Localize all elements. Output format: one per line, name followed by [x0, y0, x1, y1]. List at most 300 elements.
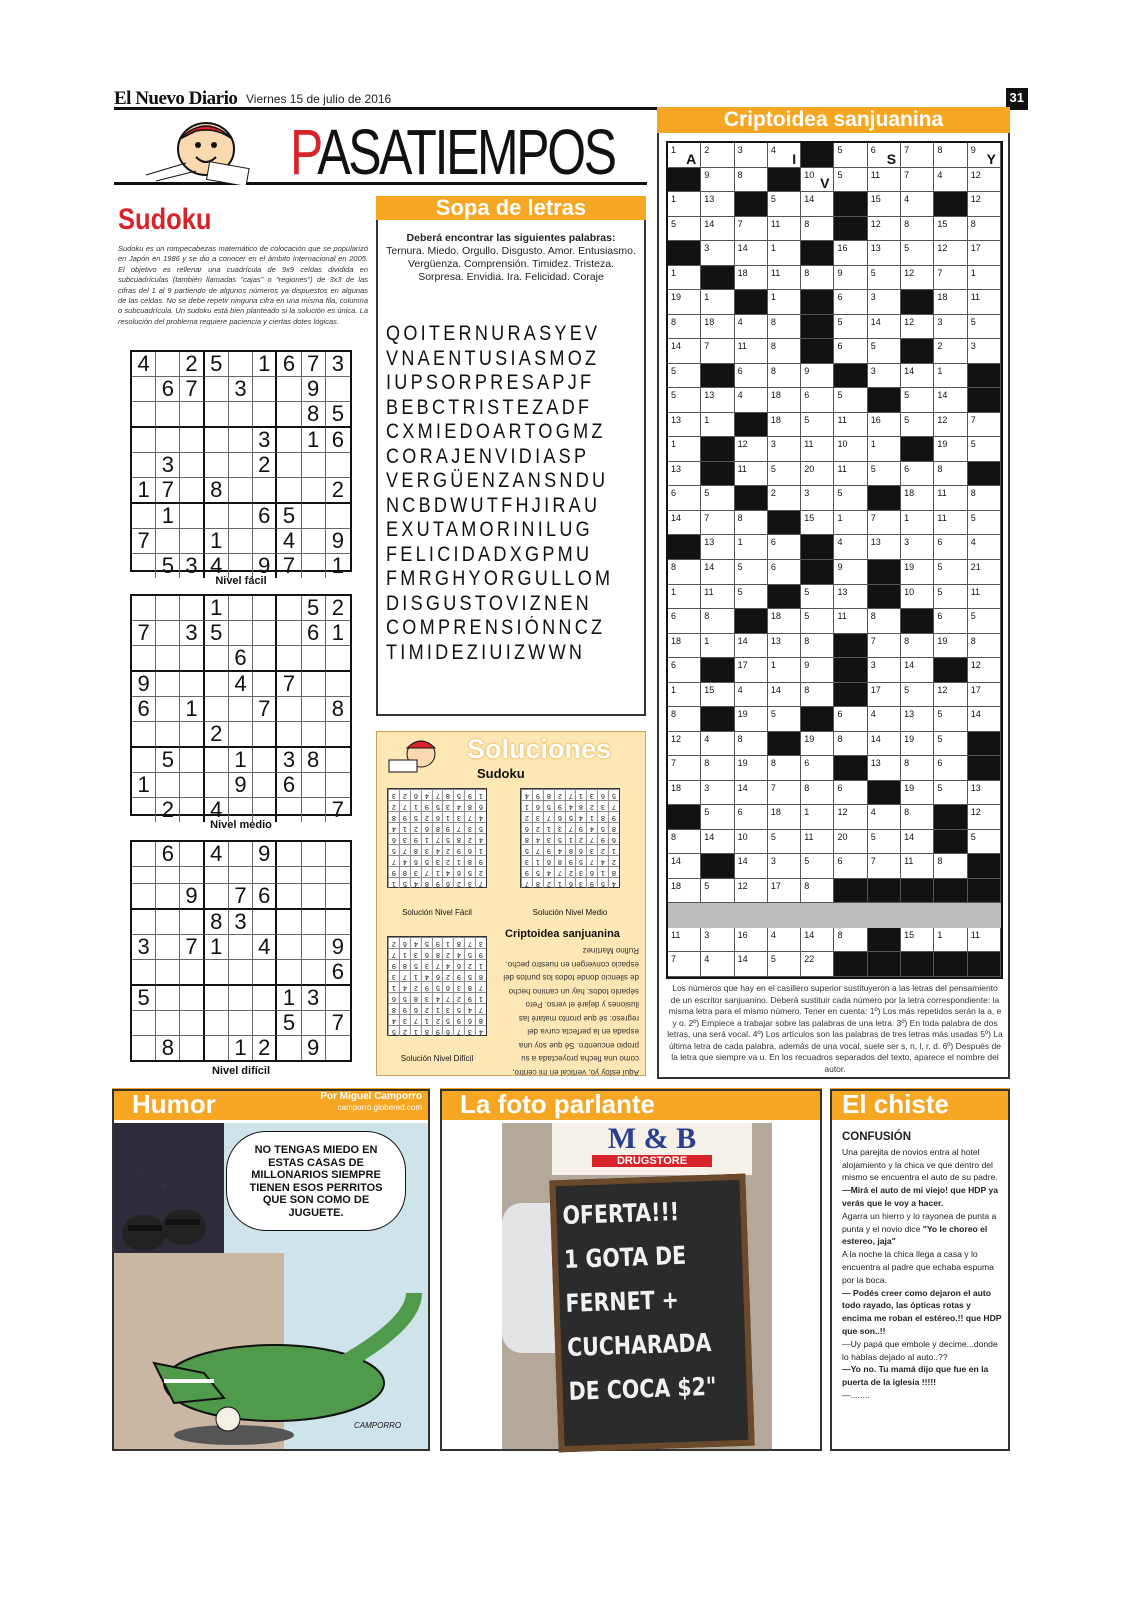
sudoku-easy-grid: [130, 350, 352, 578]
word-search-row: CXMIEDOARTOGMZ: [386, 420, 606, 443]
cripto-cell: [901, 879, 934, 904]
cripto-cell: 5: [834, 486, 867, 511]
cripto-cell: 8: [701, 756, 734, 781]
cripto-cell: 5: [668, 388, 701, 413]
cripto-cell: 18: [668, 634, 701, 659]
cripto-cell: 20: [834, 830, 867, 855]
cripto-cell: 8: [768, 364, 801, 389]
sudoku-cell: [156, 884, 180, 910]
cripto-cell: [834, 903, 867, 928]
sudoku-cell: 6: [326, 428, 350, 453]
cripto-cell: 8: [668, 315, 701, 340]
solution-cell: 9: [432, 937, 443, 948]
solution-cell: 7: [521, 877, 532, 888]
sudoku-cell: [302, 842, 326, 867]
sudoku-cell: 8: [302, 748, 326, 773]
solution-cell: 5: [421, 855, 432, 866]
cripto-cell: [735, 192, 768, 217]
sudoku-cell: 4: [205, 554, 229, 578]
solution-cell: 6: [586, 866, 597, 877]
solution-cell: 4: [432, 992, 443, 1003]
cripto-cell: 19: [735, 756, 768, 781]
word-search-row: BEBCTRISTEZADF: [386, 395, 593, 419]
cripto-header: Criptoidea sanjuanina: [657, 107, 1010, 133]
solution-cell: 1: [475, 844, 486, 855]
solution-cell: 6: [442, 981, 453, 992]
solution-cell: 8: [464, 800, 475, 811]
solution-cell: 5: [399, 992, 410, 1003]
sudoku-cell: [229, 722, 253, 748]
solution-cell: 9: [453, 844, 464, 855]
cripto-cell: 5: [834, 168, 867, 193]
cripto-cell: 6: [668, 486, 701, 511]
cripto-cell: 8: [768, 339, 801, 364]
sudoku-cell: [326, 722, 350, 748]
sudoku-cell: 5: [205, 352, 229, 377]
cripto-cell: 3: [701, 241, 734, 266]
cripto-cell: 3: [701, 781, 734, 806]
cripto-cell: 7: [868, 854, 901, 879]
cripto-cell: 4: [735, 388, 768, 413]
sudoku-cell: [156, 621, 180, 646]
solution-cell: 5: [388, 1025, 399, 1036]
cripto-cell: 14: [934, 388, 967, 413]
cripto-cell: 12: [934, 413, 967, 438]
sudoku-cell: 6: [156, 842, 180, 867]
chiste-heading: CONFUSIÓN: [842, 1131, 911, 1143]
solution-cell: 5: [453, 1003, 464, 1014]
board-line: OFERTA!!!: [562, 1197, 680, 1231]
solution-cell: 1: [565, 833, 576, 844]
cripto-cell: 9: [801, 364, 834, 389]
cripto-letter: V: [820, 175, 830, 192]
cripto-cell: 6: [834, 290, 867, 315]
newspaper-logo: El Nuevo Diario: [114, 88, 238, 109]
cripto-cell: 13: [668, 462, 701, 487]
sudoku-cell: 1: [229, 748, 253, 773]
solution-cell: 8: [410, 992, 421, 1003]
sudoku-cell: [180, 960, 204, 986]
cripto-cell: 4: [701, 732, 734, 757]
cripto-cell: 11: [968, 585, 1001, 610]
solution-cell: 7: [554, 866, 565, 877]
chiste-body: [842, 1131, 1002, 1402]
sudoku-cell: 6: [277, 352, 301, 377]
sudoku-cell: [156, 935, 180, 960]
cripto-cell: 6: [834, 854, 867, 879]
sudoku-cell: [156, 986, 180, 1011]
cripto-cell: 5: [934, 560, 967, 585]
cripto-cell: 17: [868, 683, 901, 708]
cripto-cell: 14: [868, 315, 901, 340]
cripto-cell: [901, 339, 934, 364]
cripto-cell: 7: [668, 952, 701, 977]
solution-cell: 3: [586, 844, 597, 855]
cripto-cell: 17: [968, 241, 1001, 266]
sudoku-cell: [277, 402, 301, 428]
solution-cell: 1: [475, 789, 486, 800]
cripto-cell: 14: [901, 658, 934, 683]
cripto-cell: 12: [668, 732, 701, 757]
cripto-cell: 13: [834, 585, 867, 610]
solution-cell: 2: [421, 1003, 432, 1014]
sudoku-cell: [302, 504, 326, 529]
solution-cell: 5: [475, 822, 486, 833]
solution-cell: 6: [464, 844, 475, 855]
cripto-cell: 17: [768, 879, 801, 904]
cripto-cell: 9: [801, 658, 834, 683]
sudoku-cell: [132, 842, 156, 867]
sudoku-cell: [277, 596, 301, 621]
sudoku-cell: 7: [229, 884, 253, 910]
sudoku-cell: [302, 646, 326, 672]
sudoku-cell: [205, 453, 229, 478]
cripto-cell: [868, 585, 901, 610]
sudoku-cell: 7: [331, 797, 344, 822]
cripto-cell: 5: [901, 388, 934, 413]
solution-cell: 6: [575, 844, 586, 855]
solution-cell: 6: [532, 800, 543, 811]
sudoku-cell: [326, 377, 350, 402]
cripto-letter: Y: [986, 150, 996, 167]
cripto-cell: 8: [834, 928, 867, 953]
solution-cell: 6: [432, 970, 443, 981]
cripto-instructions: Los números que hay en el casillero superior sustituyeron a las letras del pensamiento de un escritor sanjuanino. Deberá sustituir cada número por la letra correspondiente: la misma letra para el mismo número. Tener en cuenta: 1º) Los más repetidos serán la a, e y o. 2º) Empiece a trabajar sobre las palabras de una letra. 3º) En toda palabra de dos letras, una será vocal. 4º) Los artículos son las palabras de tres letras más usadas 5º) La última letra de cada palabra, además de una vocal, suele ser s, n, l, r, d. 6º) Después de la letra que siempre va u. En los recuadros separados del texto, aparece el nombre del autor.: [667, 983, 1003, 1074]
solution-cell: 8: [608, 866, 619, 877]
sudoku-cell: 6: [253, 504, 277, 529]
sudoku-cell: 5: [205, 621, 229, 646]
sudoku-cell: 8: [302, 402, 326, 428]
sudoku-cell: [229, 504, 253, 529]
cripto-cell: 14: [701, 560, 734, 585]
cripto-cell: [701, 364, 734, 389]
cripto-cell: 8: [801, 781, 834, 806]
cripto-cell: [968, 364, 1001, 389]
cripto-cell: [834, 658, 867, 683]
sudoku-cell: [180, 773, 204, 798]
cripto-cell: [901, 952, 934, 977]
solution-cell: 6: [410, 1003, 421, 1014]
cripto-cell: 18: [701, 315, 734, 340]
sudoku-cell: 8: [156, 1036, 180, 1060]
cripto-cell: 18: [934, 290, 967, 315]
cripto-cell: 11: [801, 830, 834, 855]
solution-cell: 2: [388, 800, 399, 811]
cripto-cell: 11: [868, 168, 901, 193]
cripto-cell: [834, 683, 867, 708]
solution-cell: 6: [432, 811, 443, 822]
sudoku-cell: [326, 910, 350, 935]
solution-cell: 1: [399, 822, 410, 833]
cripto-cell: 1: [934, 364, 967, 389]
cripto-cell: [834, 756, 867, 781]
cripto-cell: 4: [735, 683, 768, 708]
solution-cell: 7: [432, 833, 443, 844]
cripto-cell: [901, 437, 934, 462]
cripto-cell: 4: [934, 168, 967, 193]
cripto-cell: 4: [735, 315, 768, 340]
board-line: 1 GOTA DE: [563, 1240, 687, 1275]
sudoku-cell: [326, 884, 350, 910]
solution-cell: 8: [475, 1014, 486, 1025]
sudoku-cell: [229, 478, 253, 504]
solution-cell: 8: [575, 800, 586, 811]
cripto-cell: 14: [735, 952, 768, 977]
solution-cell: 1: [388, 877, 399, 888]
cripto-cell: 5: [901, 683, 934, 708]
sudoku-cell: [156, 1011, 180, 1036]
chalkboard: [549, 1174, 754, 1453]
cripto-cell: [901, 290, 934, 315]
cripto-cell: 5: [735, 585, 768, 610]
cripto-cell: [868, 928, 901, 953]
cripto-cell: 5: [934, 585, 967, 610]
cripto-cell: 14: [735, 854, 768, 879]
sudoku-cell: [205, 748, 229, 773]
solution-cell: 7: [543, 811, 554, 822]
sudoku-cell: [229, 960, 253, 986]
cripto-cell: 19: [735, 707, 768, 732]
cripto-cell: 8: [934, 143, 967, 168]
solution-cell: 1: [410, 970, 421, 981]
cripto-cell: 12: [735, 437, 768, 462]
solution-cell: 5: [597, 822, 608, 833]
solution-cell: 2: [464, 959, 475, 970]
cripto-cell: [801, 707, 834, 732]
solution-cell: 9: [453, 1014, 464, 1025]
solution-cell: 8: [388, 1003, 399, 1014]
sudoku-cell: 1: [205, 935, 229, 960]
cripto-cell: 8: [901, 756, 934, 781]
solution-cell: 6: [453, 959, 464, 970]
cripto-cell: 11: [801, 437, 834, 462]
cripto-cell: 19: [901, 781, 934, 806]
sudoku-cell: 4: [205, 842, 229, 867]
sudoku-cell: [253, 377, 277, 402]
cripto-cell: [968, 732, 1001, 757]
solution-cell: 2: [410, 981, 421, 992]
solution-cell: 4: [388, 1014, 399, 1025]
solution-cell: 4: [475, 811, 486, 822]
word-search-instructions: [386, 232, 636, 284]
sudoku-cell: [180, 867, 204, 884]
sudoku-cell: [302, 910, 326, 935]
solution-cell: 9: [442, 822, 453, 833]
sudoku-cell: [229, 453, 253, 478]
sudoku-cell: 2: [253, 453, 277, 478]
word-search-row: VNAENTUSIASMOZ: [386, 346, 600, 370]
solution-cell: 6: [399, 937, 410, 948]
sudoku-cell: [229, 621, 253, 646]
solution-cell: 5: [410, 959, 421, 970]
sudoku-cell: [253, 478, 277, 504]
solution-cell: 4: [421, 970, 432, 981]
solution-cell: 6: [521, 822, 532, 833]
cripto-cell: 5: [901, 413, 934, 438]
cripto-cell: 8: [701, 609, 734, 634]
solution-cell: 4: [608, 877, 619, 888]
sudoku-cell: 3: [302, 986, 326, 1011]
solution-cell: 7: [399, 844, 410, 855]
cripto-cell: [834, 192, 867, 217]
sudoku-cell: [229, 935, 253, 960]
solution-cell: 1: [421, 1014, 432, 1025]
cripto-cell: [735, 903, 768, 928]
sudoku-cell: [180, 722, 204, 748]
cripto-cell: 8: [801, 879, 834, 904]
solution-cell: 5: [464, 866, 475, 877]
sudoku-cell: 1: [331, 553, 344, 578]
solution-cell: 5: [464, 948, 475, 959]
cripto-cell: 8: [934, 462, 967, 487]
cripto-cell: 18: [768, 805, 801, 830]
solution-cell: 6: [410, 789, 421, 800]
sudoku-cell: [156, 960, 180, 986]
cripto-cell: 6: [735, 364, 768, 389]
cripto-cell: [668, 241, 701, 266]
sudoku-cell: 7: [277, 554, 301, 578]
cripto-cell: 5: [701, 486, 734, 511]
solution-cell: 6: [554, 811, 565, 822]
sudoku-cell: [180, 596, 204, 621]
solution-cell: 6: [388, 833, 399, 844]
solution-cell: 8: [521, 833, 532, 844]
instructions-lead: Deberá encontrar las siguientes palabras:: [406, 232, 616, 244]
solution-cell: 1: [475, 992, 486, 1003]
sudoku-cell: [229, 529, 253, 554]
solution-cell: 8: [388, 811, 399, 822]
cripto-cell: [668, 535, 701, 560]
cripto-cell: 7: [868, 511, 901, 536]
cripto-cell: 8: [968, 634, 1001, 659]
word-search-row: COMPRENSIÓNNCZ: [386, 616, 606, 639]
cripto-cell: 8: [968, 486, 1001, 511]
solution-cell: 4: [442, 866, 453, 877]
sudoku-cell: [132, 377, 156, 402]
cripto-cell: 5: [701, 879, 734, 904]
solution-cell: 1: [586, 811, 597, 822]
cripto-cell: 5: [934, 707, 967, 732]
solution-cell: 2: [453, 992, 464, 1003]
cripto-cell: 9: [701, 168, 734, 193]
solution-cell: 5: [453, 789, 464, 800]
cripto-cell: 11: [934, 511, 967, 536]
solution-cell: 6: [442, 1025, 453, 1036]
cripto-cell: 8: [834, 732, 867, 757]
solution-cell: 8: [475, 970, 486, 981]
sudoku-cell: 3: [180, 621, 204, 646]
solution-cell: 9: [432, 1025, 443, 1036]
solution-cell: 5: [565, 811, 576, 822]
cripto-cell: [901, 609, 934, 634]
cripto-cell: 8: [735, 168, 768, 193]
sudoku-cell: 6: [132, 697, 156, 722]
cripto-cell: 8: [735, 511, 768, 536]
solution-cell: 9: [575, 822, 586, 833]
solution-cell: 3: [388, 789, 399, 800]
cripto-cell: 7: [701, 511, 734, 536]
sudoku-cell: [277, 428, 301, 453]
sudoku-cell: [156, 672, 180, 697]
solution-cell: 7: [442, 992, 453, 1003]
solution-cell: 7: [565, 822, 576, 833]
sudoku-cell: 5: [156, 554, 180, 578]
sudoku-cell: [326, 646, 350, 672]
cripto-cell: 13: [868, 241, 901, 266]
solution-cell: 5: [464, 970, 475, 981]
solution-cell: 8: [399, 959, 410, 970]
solution-cell: 3: [421, 992, 432, 1003]
sudoku-cell: [156, 428, 180, 453]
cripto-cell: 7: [901, 168, 934, 193]
cripto-cell: 5: [868, 830, 901, 855]
sudoku-cell: [132, 504, 156, 529]
sudoku-cell: [205, 697, 229, 722]
solution-cell: 8: [453, 833, 464, 844]
humor-panel: [112, 1089, 430, 1451]
cripto-letter: A: [686, 150, 697, 167]
cripto-cell: 13: [668, 413, 701, 438]
cripto-cell: 5: [968, 511, 1001, 536]
cripto-cell: [934, 952, 967, 977]
cripto-cell: 5: [801, 413, 834, 438]
sudoku-cell: 6: [326, 960, 350, 986]
sudoku-cell: 1: [302, 428, 326, 453]
cripto-cell: 3: [968, 339, 1001, 364]
comic-signature: CAMPORRO: [354, 1421, 402, 1430]
sudoku-cell: 5: [156, 748, 180, 773]
sudoku-cell: [205, 867, 229, 884]
board-line: CUCHARADA: [566, 1327, 712, 1362]
cripto-cell: 12: [968, 805, 1001, 830]
solution-cell: 7: [475, 1003, 486, 1014]
solution-cell: 7: [586, 833, 597, 844]
sudoku-cell: [156, 722, 180, 748]
cripto-cell: 5: [801, 854, 834, 879]
sudoku-cell: [132, 910, 156, 935]
cripto-cell: [934, 830, 967, 855]
solution-easy-caption: Solución Nivel Fácil: [402, 908, 472, 917]
cripto-cell: [968, 388, 1001, 413]
cripto-cell: 5: [768, 830, 801, 855]
cripto-cell: 1: [668, 266, 701, 291]
cripto-cell: 11: [968, 928, 1001, 953]
sudoku-cell: [180, 529, 204, 554]
solution-cell: 2: [543, 877, 554, 888]
cripto-cell: 3: [901, 535, 934, 560]
sudoku-cell: [326, 773, 350, 798]
sudoku-cell: 1: [253, 352, 277, 377]
title-rest: ASATIEMPOS: [317, 116, 615, 188]
sudoku-cell: 9: [253, 554, 277, 578]
cripto-cell: 5: [968, 609, 1001, 634]
cripto-cell: [801, 241, 834, 266]
sudoku-cell: [302, 529, 326, 554]
cripto-letter: S: [886, 150, 897, 167]
cripto-cell: [801, 903, 834, 928]
cripto-cell: 13: [901, 707, 934, 732]
sudoku-cell: 7: [156, 478, 180, 504]
sudoku-cell: 1: [132, 773, 156, 798]
sudoku-cell: [253, 646, 277, 672]
solution-cell: 4: [532, 833, 543, 844]
cripto-cell: 14: [668, 854, 701, 879]
cripto-cell: [868, 560, 901, 585]
solution-cell: 2: [399, 789, 410, 800]
solution-cell: 1: [608, 844, 619, 855]
store-type: DRUGSTORE: [592, 1155, 712, 1167]
cripto-cell: [701, 437, 734, 462]
